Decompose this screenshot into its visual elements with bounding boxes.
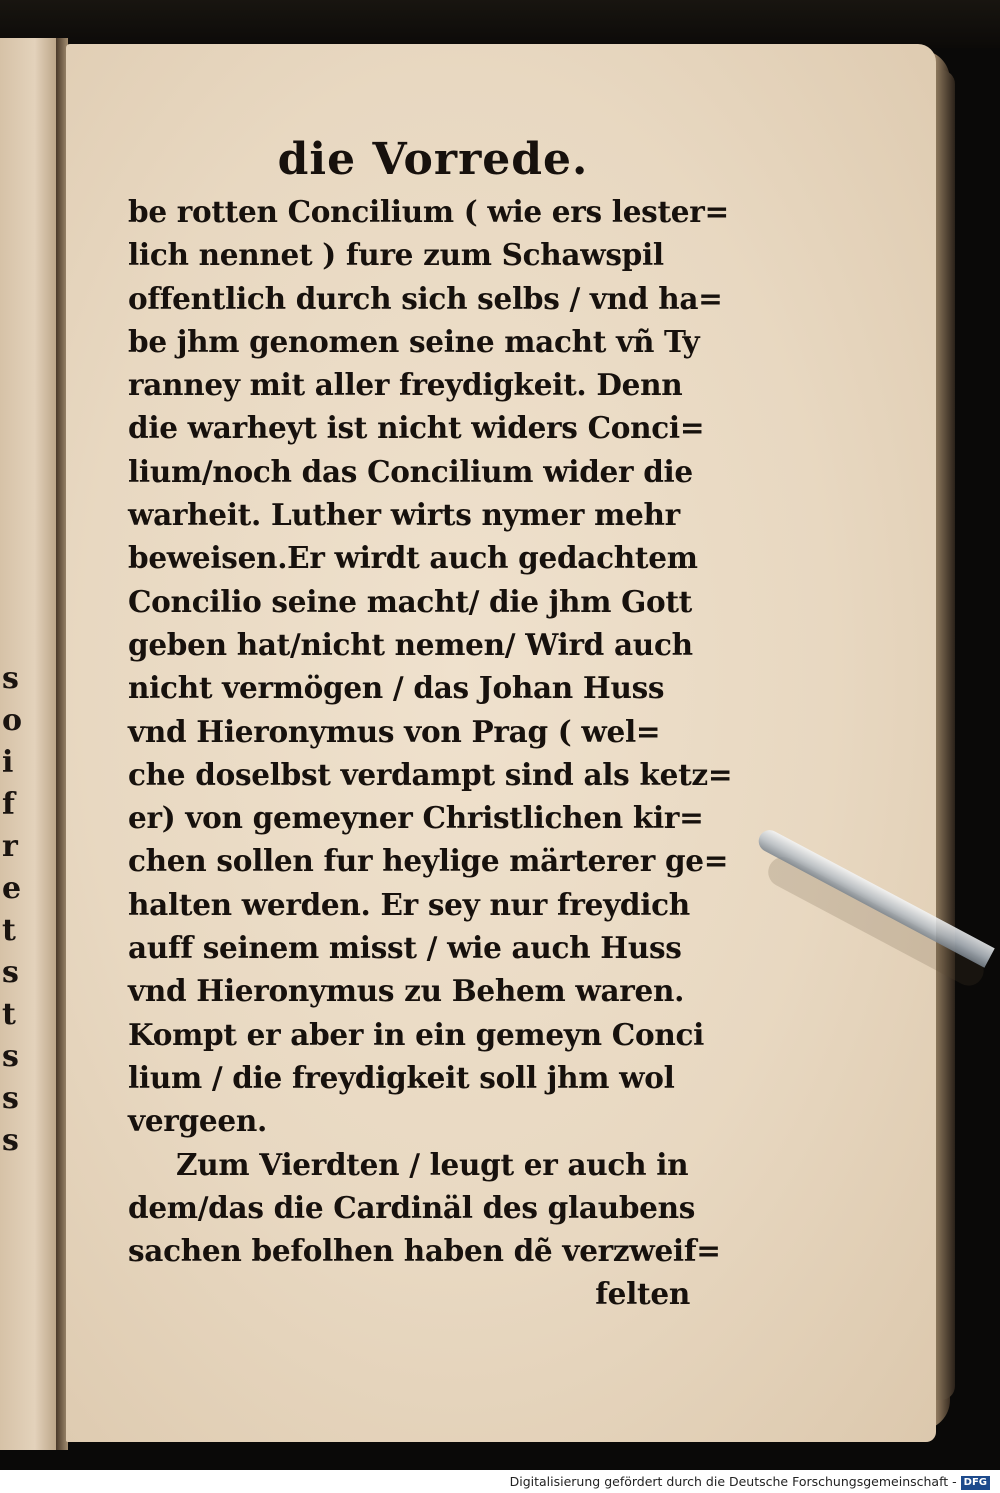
text-line: dem/das die Cardinäl des glaubens: [128, 1189, 696, 1225]
text-line: halten werden. Er sey nur freydich: [128, 886, 690, 922]
text-lines: [128, 190, 733, 1316]
text-line: auff seinem misst / wie auch Huss: [128, 930, 682, 966]
left-page-glyph: o: [2, 703, 22, 738]
text-line: be jhm genomen seine macht vñ Ty: [128, 323, 700, 359]
left-page-glyph: e: [2, 871, 22, 906]
page-text: [128, 132, 733, 1316]
text-line: che doselbst verdampt sind als ketz=: [128, 756, 733, 792]
page-heading: die Vorrede.: [277, 134, 589, 185]
left-page-text-fragments: [2, 658, 22, 1162]
text-line: lich nennet ) fure zum Schawspil: [128, 237, 664, 273]
left-page-glyph: s: [2, 1081, 19, 1116]
text-line: lium / die freydigkeit soll jhm wol: [128, 1059, 675, 1095]
text-line: vnd Hieronymus zu Behem waren.: [128, 973, 685, 1009]
left-page-glyph: f: [2, 787, 15, 822]
text-line: Concilio seine macht/ die jhm Gott: [128, 583, 693, 619]
text-line: felten: [595, 1276, 690, 1312]
left-page-glyph: r: [2, 829, 18, 864]
footer-bar: [0, 1470, 1000, 1493]
text-line: Zum Vierdten / leugt er auch in: [176, 1146, 689, 1182]
text-line: geben hat/nicht nemen/ Wird auch: [128, 626, 693, 662]
text-line: lium/noch das Concilium wider die: [128, 453, 693, 489]
text-line: ranney mit aller freydigkeit. Denn: [128, 367, 683, 403]
text-line: vnd Hieronymus von Prag ( wel=: [128, 713, 661, 749]
left-page-glyph: i: [2, 745, 14, 780]
text-line: chen sollen fur heylige märterer ge=: [128, 843, 729, 879]
text-line: offentlich durch sich selbs / vnd ha=: [128, 280, 723, 316]
text-line: nicht vermögen / das Johan Huss: [128, 670, 665, 706]
text-line: be rotten Concilium ( wie ers lester=: [128, 194, 729, 229]
text-line: warheit. Luther wirts nymer mehr: [128, 497, 680, 533]
page-edges-shadow: [935, 70, 955, 1400]
left-page: [0, 38, 60, 1450]
left-page-glyph: s: [2, 1123, 19, 1158]
text-line: beweisen.Er wirdt auch gedachtem: [128, 540, 698, 576]
scan-background: [0, 0, 1000, 48]
left-page-glyph: t: [2, 997, 16, 1032]
left-page-glyph: s: [2, 1039, 19, 1074]
left-page-glyph: t: [2, 913, 16, 948]
text-line: sachen befolhen haben dẽ verzweif=: [128, 1233, 721, 1269]
funding-credit-text: Digitalisierung gefördert durch die Deutsche Forschungsgemeinschaft -: [509, 1474, 957, 1489]
funding-credit: [510, 1472, 990, 1491]
left-page-glyph: s: [2, 661, 19, 696]
text-line: er) von gemeyner Christlichen kir=: [128, 800, 704, 836]
text-line: vergeen.: [128, 1103, 267, 1139]
dfg-logo: DFG: [961, 1476, 990, 1490]
left-page-glyph: s: [2, 955, 19, 990]
text-line: die warheyt ist nicht widers Conci=: [128, 410, 705, 446]
text-line: Kompt er aber in ein gemeyn Conci: [128, 1016, 705, 1052]
